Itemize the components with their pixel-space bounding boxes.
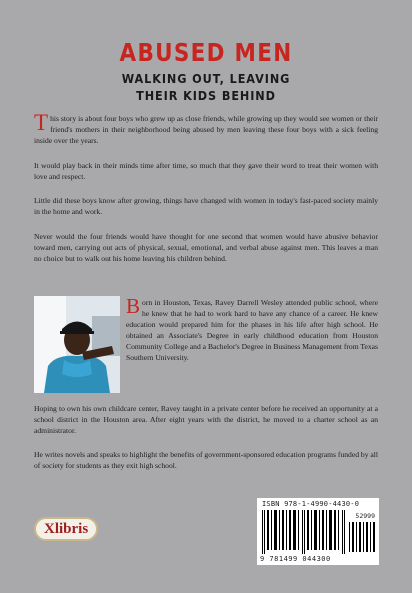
isbn-barcode xyxy=(257,498,379,565)
isbn-text: ISBN 978-1-4990-4430-0 xyxy=(262,500,360,508)
book-title: ABUSED MEN xyxy=(119,38,293,67)
barcode-bars xyxy=(262,510,346,554)
drop-cap: T xyxy=(34,110,49,135)
barcode-digits: 9 781499 044300 xyxy=(260,555,331,563)
price-code: 52999 xyxy=(355,512,375,520)
author-bio-paragraph-3: He writes novels and speaks to highlight the benefits of government-sponsored education programs funded by all of society for students as they exit high school. xyxy=(34,450,378,470)
synopsis-paragraph-1-text: his story is about four boys who grew up as close friends, while growing up they would see women or their friend's mothers in their neighborhood being abused by men leaving these four boys with a sick feeling inside over the years. xyxy=(34,114,378,145)
author-bio-paragraph-1 xyxy=(126,294,378,363)
synopsis-paragraph-2: It would play back in their minds time after time, so much that they gave their word to treat their women with love and respect. xyxy=(34,161,378,181)
author-bio-paragraph-2: Hoping to own his own childcare center, Ravey taught in a private center before he received an opportunity at a school district in the Houston area. After eight years with the district, he moved to a charter school as an administrator. xyxy=(34,404,378,435)
synopsis-paragraph-3: Little did these boys know after growing, things have changed with women in today's fast-paced society mainly in the home and work. xyxy=(34,196,378,216)
price-barcode-bars xyxy=(349,522,375,552)
bio-drop-cap: B xyxy=(126,294,141,318)
book-subtitle-line-1: WALKING OUT, LEAVING xyxy=(121,71,291,86)
author-photo-illustration xyxy=(34,296,120,393)
author-bio-paragraph-1-text: orn in Houston, Texas, Ravey Darrell Wesley attended public school, where he knew that he had to work hard to have any chance of a career. He knew education would prepared him for the phases in his life after high school. He obtained an Associate's Degree in early childhood education from Houston Community College and a Bachelor's Degree in Business Management from Texas Southern University. xyxy=(126,298,378,362)
publisher-logo: Xlibris xyxy=(34,517,98,541)
synopsis-paragraph-4: Never would the four friends would have thought for one second that women would have abusive behavior toward men, carrying out acts of physical, sexual, emotional, and verbal abuse against men. This leaves a man no choice but to walk out his home leaving his children behind. xyxy=(34,232,378,263)
author-photo xyxy=(34,296,120,393)
book-subtitle-line-2: THEIR KIDS BEHIND xyxy=(136,88,276,103)
synopsis-paragraph-1 xyxy=(34,110,378,146)
